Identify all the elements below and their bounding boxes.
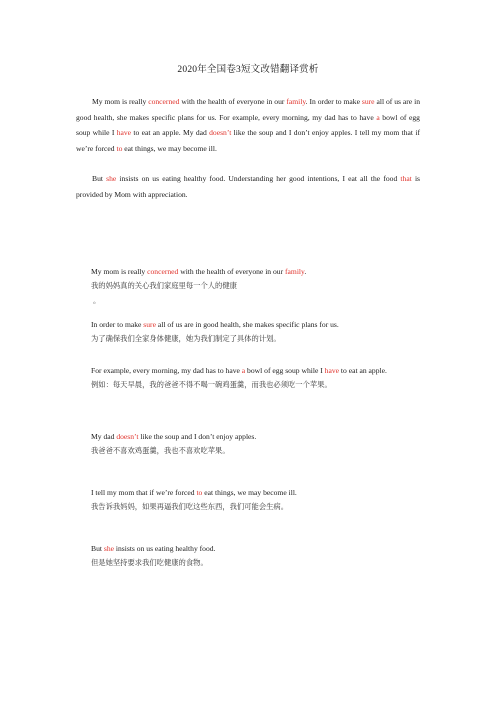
text-run: My mom is really — [91, 267, 148, 276]
correction-word: have — [324, 366, 340, 375]
text-run: But — [91, 544, 104, 553]
text-run: But — [92, 174, 107, 183]
correction-word: doesn’t — [116, 432, 139, 441]
page-title: 2020年全国卷3短文改错翻译赏析 — [177, 65, 319, 75]
text-run: like the soup and I don’t enjoy apples. I tell my mom that if we’re forced — [76, 128, 420, 153]
english-sentence — [91, 364, 421, 378]
text-run: is provided by Mom with appreciation. — [76, 174, 421, 199]
correction-word: sure — [143, 320, 156, 329]
text-run: all of us are in good health, she makes specific plans for us. For example, every morning, my dad has to have — [76, 97, 421, 122]
correction-word: have — [116, 128, 132, 138]
paragraph-2 — [76, 171, 420, 202]
chinese-translation: 我的妈妈真的关心我们家庭里每一个人的健康 — [91, 281, 237, 291]
english-sentence — [91, 486, 421, 500]
chinese-translation: 为了确保我们全家身体健康，她为我们制定了具体的计划。 — [91, 334, 281, 344]
text-run: eat things, we may become ill. — [202, 488, 297, 497]
paragraph-1 — [76, 94, 420, 156]
sentence-pair-4 — [91, 430, 421, 459]
text-run: My dad — [91, 432, 117, 441]
sentence-pair-2 — [91, 318, 421, 347]
text-run: eat things, we may become ill. — [122, 143, 217, 153]
text-run: My mom is really — [92, 97, 149, 106]
english-sentence — [91, 430, 421, 444]
sentence-pair-5 — [91, 486, 421, 515]
chinese-translation: 我爸爸不喜欢鸡蛋羹，我也不喜欢吃苹果。 — [91, 446, 230, 456]
correction-word: that — [400, 174, 412, 183]
text-run: all of us are in good health, she makes specific plans for us. — [155, 320, 339, 329]
correction-word: concerned — [148, 97, 180, 106]
text-run: . In order to make — [305, 97, 362, 106]
correction-word: family — [286, 97, 306, 106]
correction-word: she — [106, 174, 117, 183]
text-run: with the health of everyone in our — [179, 97, 287, 106]
text-run: to eat an apple. My dad — [131, 128, 210, 138]
punctuation-mark: 。 — [93, 295, 101, 305]
correction-word: a — [376, 112, 380, 122]
sentence-pair-1 — [91, 265, 421, 308]
text-run: bowl of egg soup while I — [245, 366, 325, 375]
text-run: insists on us eating healthy food. — [114, 544, 216, 553]
chinese-translation: 我告诉我妈妈，如果再逼我们吃这些东西，我们可能会生病。 — [91, 502, 289, 512]
chinese-translation: 例如：每天早晨，我的爸爸不得不喝一碗鸡蛋羹，而我也必须吃一个苹果。 — [91, 380, 332, 390]
text-run: to eat an apple. — [339, 366, 387, 375]
correction-word: to — [116, 143, 123, 153]
correction-word: she — [103, 544, 114, 553]
text-run: I tell my mom that if we’re forced — [91, 488, 197, 497]
english-sentence — [91, 265, 421, 279]
correction-word: to — [196, 488, 203, 497]
text-run: bowl of egg soup while I — [76, 112, 420, 138]
sentence-pair-6 — [91, 542, 421, 571]
text-run: insists on us eating healthy food. Understanding her good intentions, I eat all the food — [116, 174, 401, 183]
text-run: For example, every morning, my dad has to have — [91, 366, 242, 375]
correction-word: a — [241, 366, 246, 375]
english-sentence — [91, 542, 421, 556]
sentence-pair-3 — [91, 364, 421, 393]
chinese-translation: 但是她坚持要求我们吃健康的食物。 — [91, 558, 208, 568]
correction-word: concerned — [147, 267, 179, 276]
text-run: In order to make — [91, 320, 144, 329]
correction-word: family — [285, 267, 305, 276]
text-run: like the soup and I don’t enjoy apples. — [138, 432, 257, 441]
correction-word: sure — [361, 97, 375, 106]
text-run: . — [304, 267, 307, 276]
english-sentence — [91, 318, 421, 332]
text-run: with the health of everyone in our — [178, 267, 286, 276]
correction-word: doesn’t — [209, 128, 232, 138]
